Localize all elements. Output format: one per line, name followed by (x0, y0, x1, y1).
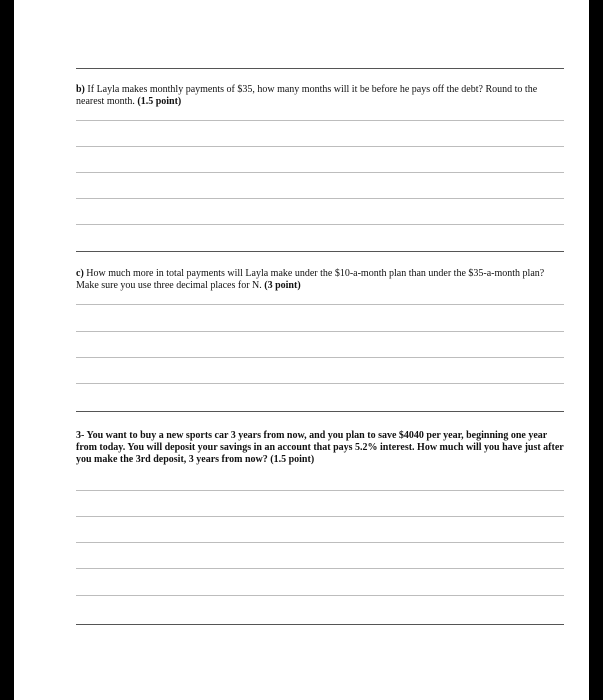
question-b-text: If Layla makes monthly payments of $35, how many months will it be before he pays off the debt? Round to the nearest month. (76, 84, 538, 107)
answer-line (76, 490, 564, 491)
answer-line (76, 568, 564, 569)
answer-line (76, 146, 564, 147)
question-b (76, 84, 566, 108)
question-c-label: c) (76, 268, 84, 279)
answer-line (76, 516, 564, 517)
question-c-points: (3 point) (264, 280, 301, 291)
answer-line (76, 304, 564, 305)
answer-line (76, 198, 564, 199)
section-divider (76, 251, 564, 252)
section-divider (76, 68, 564, 69)
question-3: 3- You want to buy a new sports car 3 years from now, and you plan to save $4040 per year, beginning one year from today. You will deposit your savings in an account that pays 5.2% interest. How much will you have just after you make the 3rd deposit, 3 years from now? (1.5 point) (76, 430, 564, 465)
question-c-text: How much more in total payments will Layla make under the $10-a-month plan than under the $35-a-month plan? Make sure you use three decimal places for N. (76, 268, 545, 291)
question-c (76, 268, 566, 292)
answer-line (76, 595, 564, 596)
answer-line (76, 542, 564, 543)
question-b-label: b) (76, 84, 85, 95)
answer-line (76, 331, 564, 332)
section-divider (76, 411, 564, 412)
answer-line (76, 383, 564, 384)
section-divider (76, 624, 564, 625)
question-b-points: (1.5 point) (137, 96, 182, 107)
answer-line (76, 172, 564, 173)
worksheet-page (14, 0, 589, 700)
answer-line (76, 120, 564, 121)
answer-line (76, 357, 564, 358)
answer-line (76, 224, 564, 225)
